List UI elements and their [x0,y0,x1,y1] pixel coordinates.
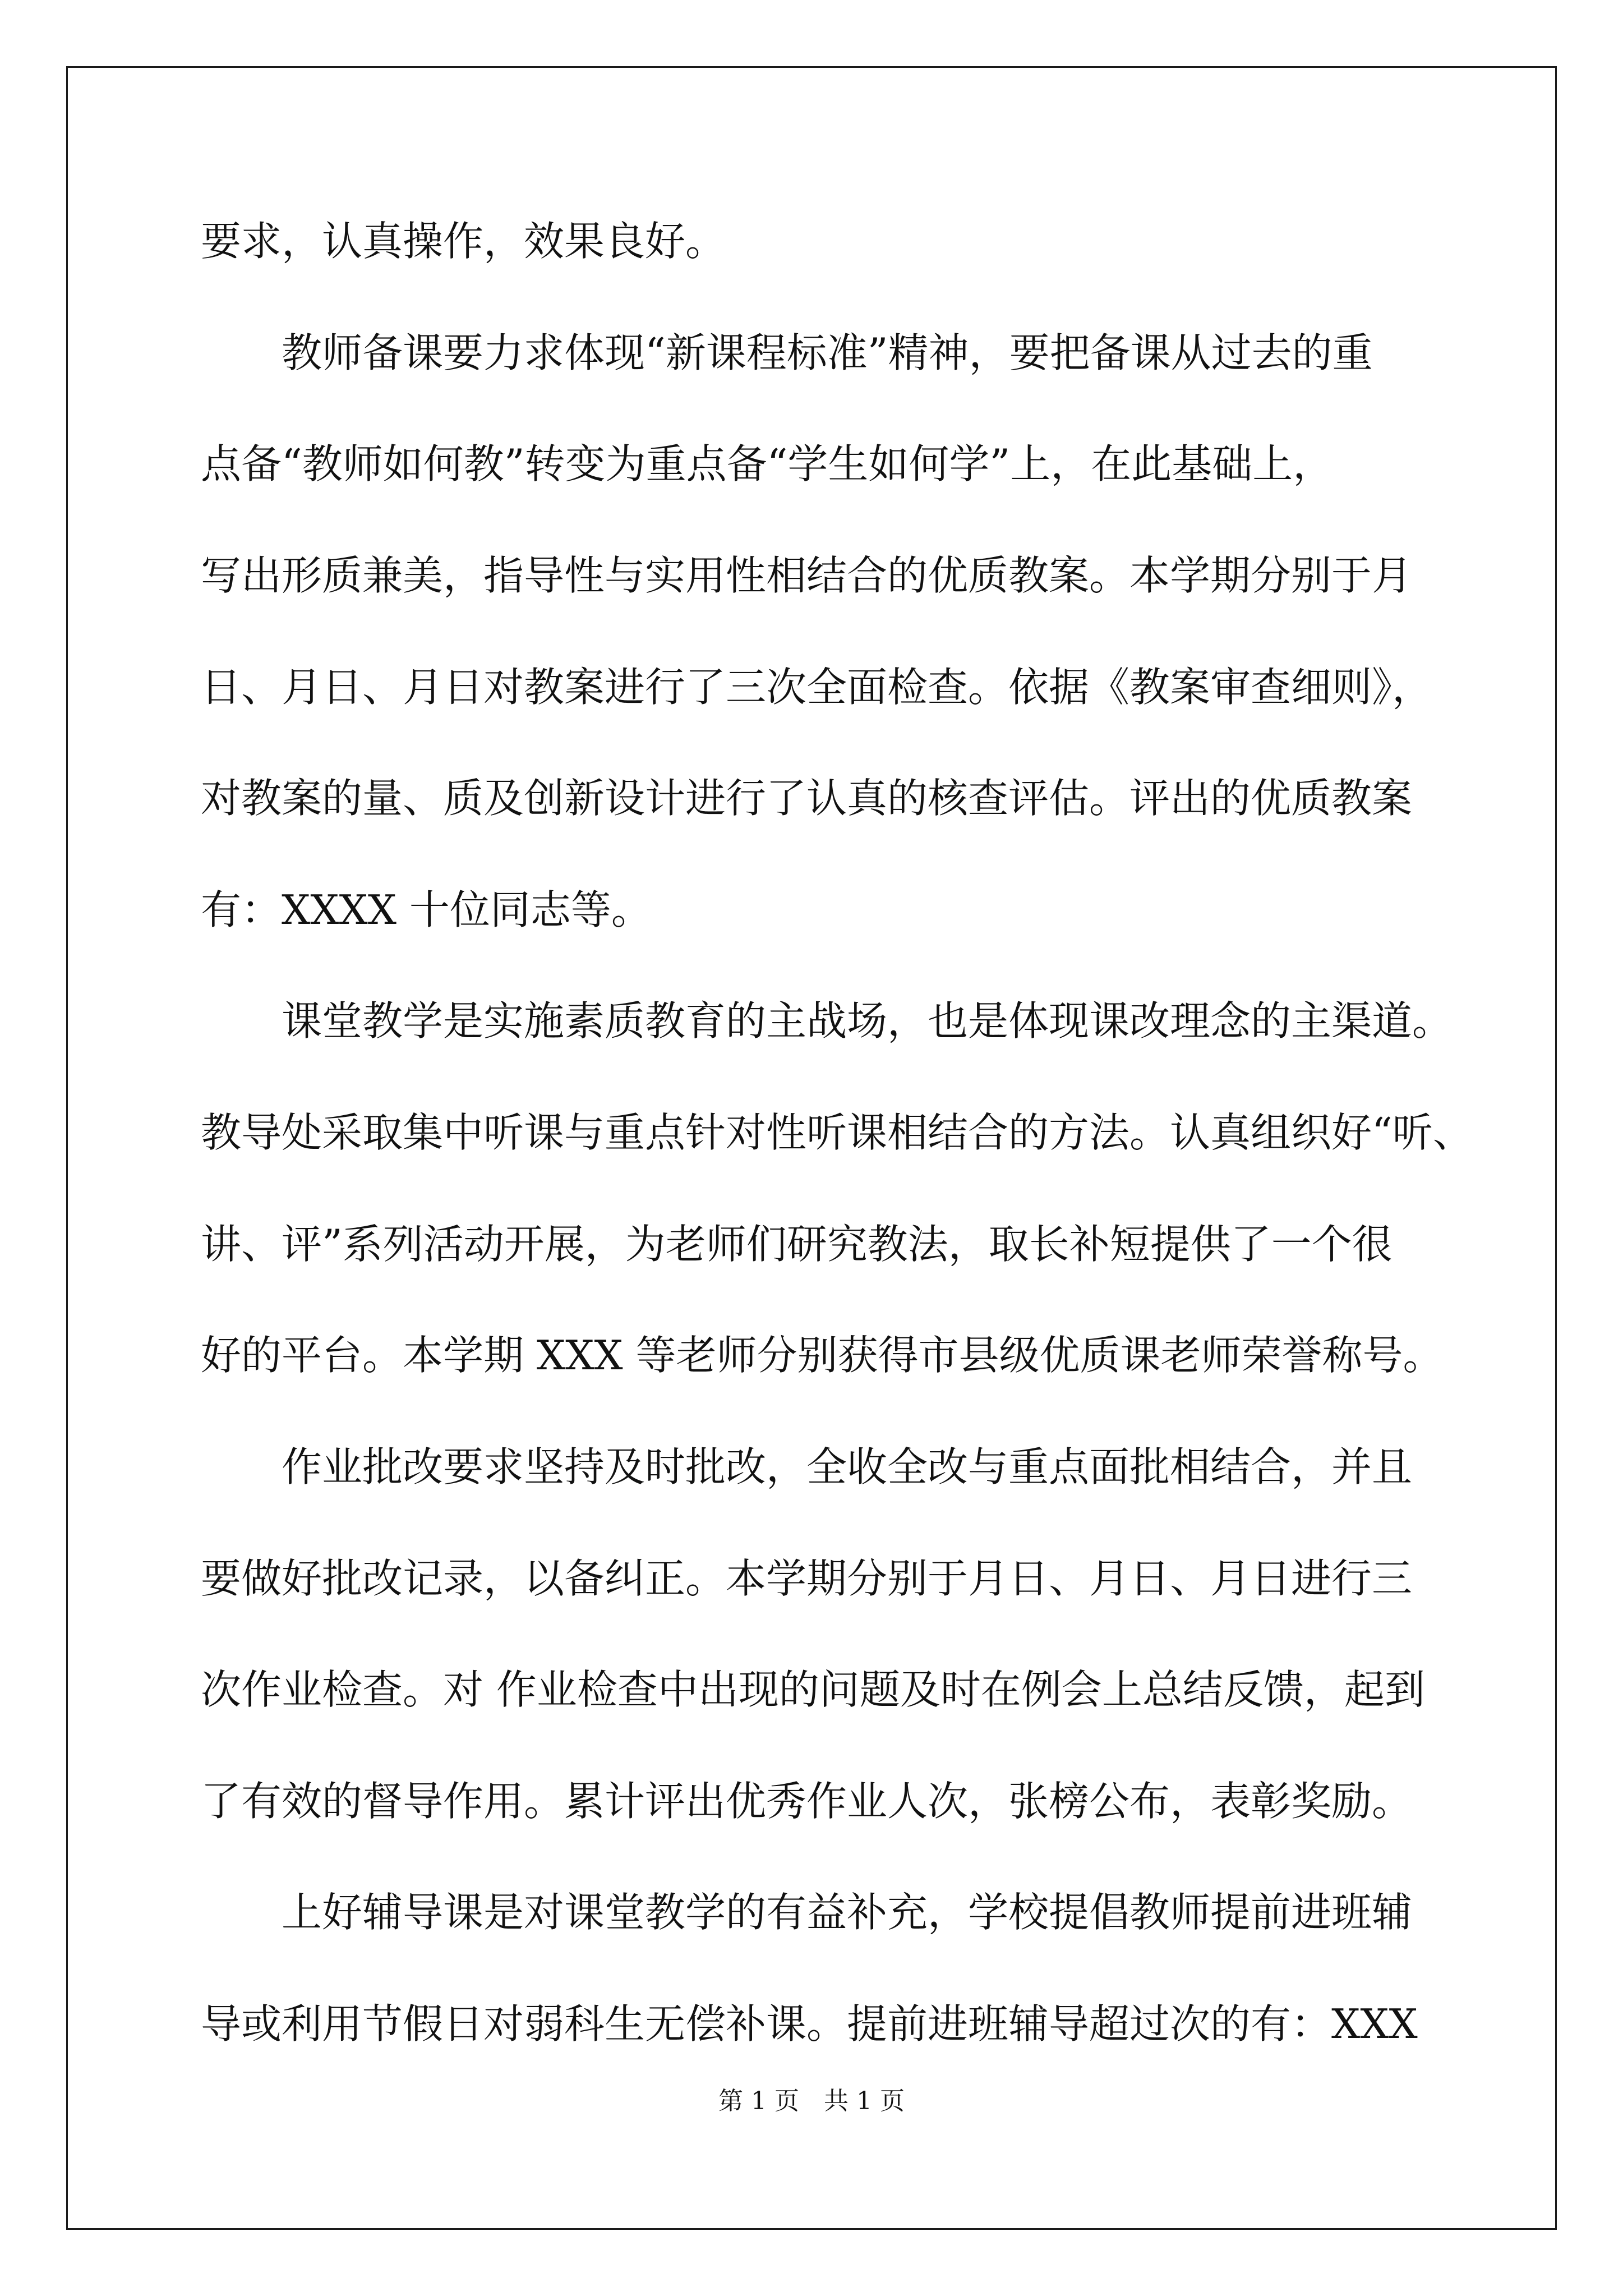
paragraph-start-line: 作业批改要求坚持及时批改，全收全改与重点面批相结合，并且 [282,1443,1413,1490]
text-line: 写出形质兼美，指导性与实用性相结合的优质教案。本学期分别于月 [201,551,1413,599]
paragraph-start-line: 教师备课要力求体现“新课程标准”精神，要把备课从过去的重 [282,329,1373,376]
text-line: 要求，认真操作，效果良好。 [201,218,726,265]
text-line: 要做好批改记录，以备纠正。本学期分别于月日、月日、月日进行三 [201,1554,1413,1602]
text-line: 次作业检查。对 作业检查中出现的问题及时在例会上总结反馈，起到 [201,1666,1425,1714]
text-line: 对教案的量、质及创新设计进行了认真的核查评估。评出的优质教案 [201,775,1413,822]
text-line: 导或利用节假日对弱科生无偿补课。提前进班辅导超过次的有：XXX [201,2000,1418,2047]
page-number-footer: 第 1 页 共 1 页 [718,2087,905,2115]
text-line: 教导处采取集中听课与重点针对性听课相结合的方法。认真组织好“听、 [201,1109,1473,1156]
text-line: 日、月日、月日对教案进行了三次全面检查。依据《教案审查细则》， [201,663,1433,711]
text-line: 了有效的督导作用。累计评出优秀作业人次，张榜公布，表彰奖励。 [201,1777,1413,1825]
paragraph-start-line: 上好辅导课是对课堂教学的有益补充，学校提倡教师提前进班辅 [282,1889,1413,1936]
text-line: 有：XXXX 十位同志等。 [201,886,652,933]
text-line: 好的平台。本学期 XXX 等老师分别获得市县级优质课老师荣誉称号。 [201,1332,1444,1379]
text-line: 点备“教师如何教”转变为重点备“学生如何学”上，在此基础上， [201,440,1334,488]
paragraph-start-line: 课堂教学是实施素质教育的主战场，也是体现课改理念的主渠道。 [282,997,1453,1045]
text-line: 讲、评”系列活动开展，为老师们研究教法，取长补短提供了一个很 [201,1220,1393,1268]
